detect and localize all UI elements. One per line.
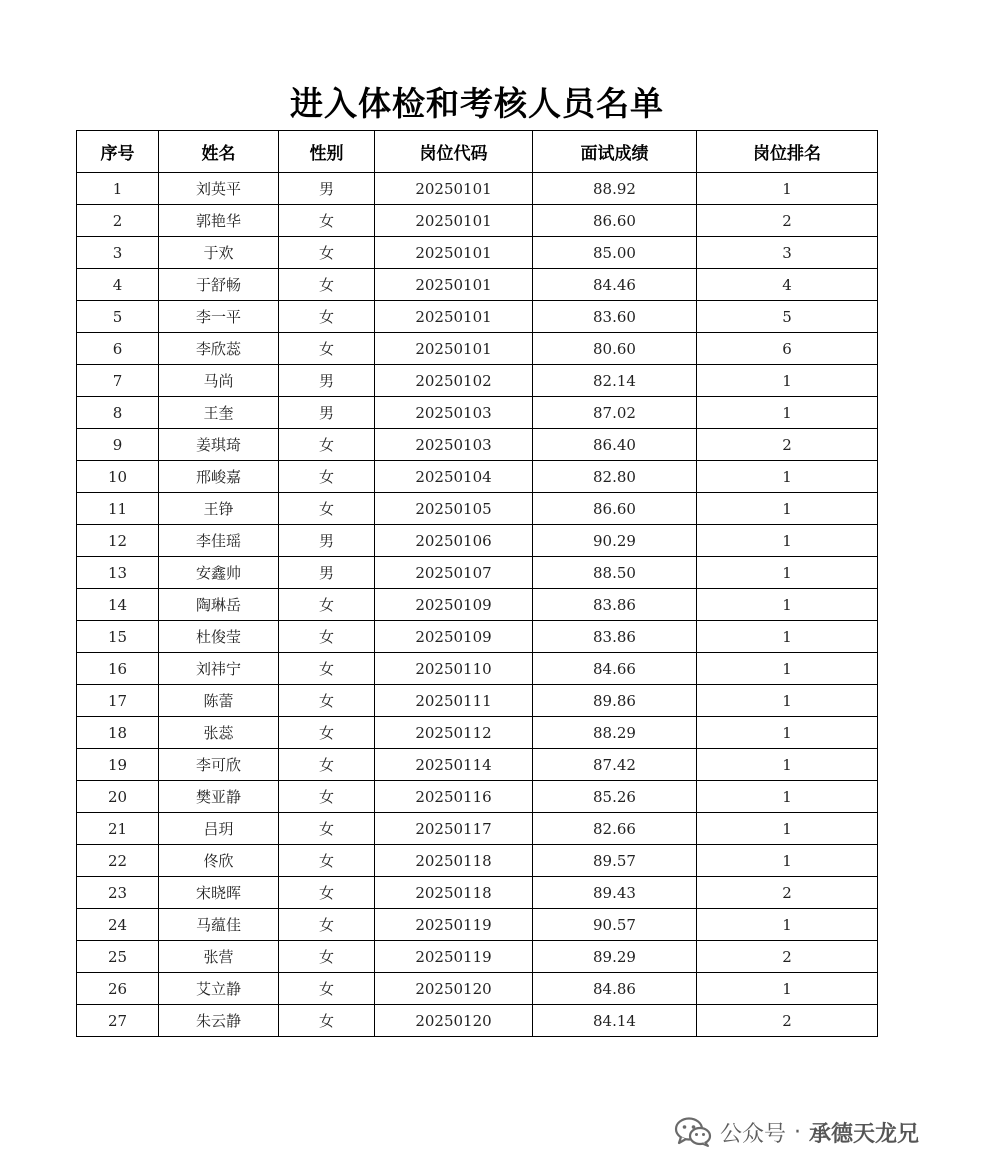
cell-name: 陶琳岳	[159, 589, 279, 621]
watermark-separator: ·	[794, 1119, 802, 1145]
cell-position-rank: 3	[697, 237, 878, 269]
cell-index: 23	[77, 877, 159, 909]
cell-position-rank: 6	[697, 333, 878, 365]
cell-name: 佟欣	[159, 845, 279, 877]
cell-gender: 女	[279, 621, 375, 653]
watermark-account-name: 承德天龙兄	[809, 1121, 920, 1147]
cell-name: 陈蕾	[159, 685, 279, 717]
cell-interview-score: 88.29	[533, 717, 697, 749]
cell-name: 宋晓晖	[159, 877, 279, 909]
cell-gender: 女	[279, 717, 375, 749]
table-row	[77, 589, 878, 621]
cell-interview-score: 84.46	[533, 269, 697, 301]
cell-interview-score: 84.86	[533, 973, 697, 1005]
cell-interview-score: 89.43	[533, 877, 697, 909]
cell-position-rank: 1	[697, 717, 878, 749]
cell-interview-score: 87.42	[533, 749, 697, 781]
cell-interview-score: 82.80	[533, 461, 697, 493]
cell-index: 3	[77, 237, 159, 269]
cell-position-code: 20250112	[375, 717, 533, 749]
cell-position-rank: 1	[697, 461, 878, 493]
table-row	[77, 813, 878, 845]
table-row	[77, 941, 878, 973]
cell-position-code: 20250103	[375, 429, 533, 461]
table-header-row	[77, 131, 878, 173]
cell-index: 8	[77, 397, 159, 429]
cell-position-code: 20250117	[375, 813, 533, 845]
cell-position-rank: 1	[697, 749, 878, 781]
cell-index: 18	[77, 717, 159, 749]
cell-position-code: 20250114	[375, 749, 533, 781]
cell-name: 李一平	[159, 301, 279, 333]
cell-position-rank: 2	[697, 205, 878, 237]
table-row	[77, 557, 878, 589]
cell-position-rank: 1	[697, 365, 878, 397]
cell-position-rank: 1	[697, 621, 878, 653]
cell-gender: 女	[279, 493, 375, 525]
cell-index: 14	[77, 589, 159, 621]
cell-index: 15	[77, 621, 159, 653]
header-name: 姓名	[159, 131, 279, 173]
watermark-prefix: 公众号	[720, 1121, 787, 1147]
cell-position-code: 20250111	[375, 685, 533, 717]
cell-interview-score: 89.57	[533, 845, 697, 877]
cell-name: 张蕊	[159, 717, 279, 749]
table-row	[77, 461, 878, 493]
cell-position-rank: 4	[697, 269, 878, 301]
table-row	[77, 301, 878, 333]
cell-gender: 男	[279, 397, 375, 429]
cell-interview-score: 89.86	[533, 685, 697, 717]
cell-name: 姜琪琦	[159, 429, 279, 461]
cell-index: 16	[77, 653, 159, 685]
cell-name: 张营	[159, 941, 279, 973]
cell-index: 20	[77, 781, 159, 813]
cell-index: 17	[77, 685, 159, 717]
cell-position-code: 20250118	[375, 877, 533, 909]
cell-name: 于舒畅	[159, 269, 279, 301]
cell-position-code: 20250107	[375, 557, 533, 589]
cell-position-rank: 1	[697, 493, 878, 525]
cell-name: 李欣蕊	[159, 333, 279, 365]
cell-name: 于欢	[159, 237, 279, 269]
roster-table	[76, 130, 878, 1037]
cell-position-rank: 1	[697, 173, 878, 205]
header-position-code: 岗位代码	[375, 131, 533, 173]
cell-interview-score: 83.60	[533, 301, 697, 333]
cell-index: 4	[77, 269, 159, 301]
cell-index: 6	[77, 333, 159, 365]
table-row	[77, 653, 878, 685]
cell-name: 郭艳华	[159, 205, 279, 237]
cell-position-rank: 2	[697, 429, 878, 461]
wechat-icon	[674, 1116, 712, 1148]
cell-index: 9	[77, 429, 159, 461]
cell-position-code: 20250109	[375, 621, 533, 653]
cell-index: 11	[77, 493, 159, 525]
cell-index: 26	[77, 973, 159, 1005]
cell-position-code: 20250106	[375, 525, 533, 557]
cell-interview-score: 90.57	[533, 909, 697, 941]
cell-position-rank: 1	[697, 813, 878, 845]
cell-position-code: 20250119	[375, 941, 533, 973]
cell-name: 李佳瑶	[159, 525, 279, 557]
table-row	[77, 973, 878, 1005]
cell-name: 马蕴佳	[159, 909, 279, 941]
cell-gender: 女	[279, 269, 375, 301]
cell-gender: 女	[279, 685, 375, 717]
cell-position-rank: 1	[697, 397, 878, 429]
cell-gender: 女	[279, 429, 375, 461]
cell-position-rank: 1	[697, 973, 878, 1005]
cell-gender: 男	[279, 557, 375, 589]
cell-position-code: 20250104	[375, 461, 533, 493]
cell-index: 12	[77, 525, 159, 557]
cell-position-code: 20250102	[375, 365, 533, 397]
cell-gender: 女	[279, 653, 375, 685]
cell-gender: 女	[279, 781, 375, 813]
table-row	[77, 493, 878, 525]
cell-gender: 女	[279, 1005, 375, 1037]
cell-interview-score: 84.66	[533, 653, 697, 685]
table-row	[77, 205, 878, 237]
cell-position-rank: 1	[697, 525, 878, 557]
cell-position-code: 20250120	[375, 973, 533, 1005]
cell-position-code: 20250101	[375, 301, 533, 333]
table-row	[77, 717, 878, 749]
cell-interview-score: 86.60	[533, 205, 697, 237]
cell-interview-score: 88.50	[533, 557, 697, 589]
cell-position-rank: 2	[697, 941, 878, 973]
cell-position-rank: 1	[697, 781, 878, 813]
cell-name: 王铮	[159, 493, 279, 525]
cell-gender: 女	[279, 813, 375, 845]
cell-position-code: 20250101	[375, 269, 533, 301]
cell-index: 5	[77, 301, 159, 333]
cell-gender: 男	[279, 173, 375, 205]
cell-interview-score: 82.14	[533, 365, 697, 397]
cell-index: 13	[77, 557, 159, 589]
table-body	[77, 173, 878, 1037]
cell-gender: 女	[279, 973, 375, 1005]
cell-name: 王奎	[159, 397, 279, 429]
cell-name: 刘英平	[159, 173, 279, 205]
table-row	[77, 749, 878, 781]
table-row	[77, 269, 878, 301]
cell-position-code: 20250101	[375, 237, 533, 269]
header-index: 序号	[77, 131, 159, 173]
cell-index: 27	[77, 1005, 159, 1037]
cell-interview-score: 86.60	[533, 493, 697, 525]
table-row	[77, 525, 878, 557]
cell-position-rank: 2	[697, 877, 878, 909]
cell-position-code: 20250118	[375, 845, 533, 877]
cell-name: 刘祎宁	[159, 653, 279, 685]
table-row	[77, 397, 878, 429]
cell-interview-score: 83.86	[533, 621, 697, 653]
cell-position-code: 20250101	[375, 333, 533, 365]
cell-position-code: 20250120	[375, 1005, 533, 1037]
table-row	[77, 877, 878, 909]
cell-gender: 女	[279, 749, 375, 781]
cell-gender: 女	[279, 205, 375, 237]
cell-name: 马尚	[159, 365, 279, 397]
header-interview-score: 面试成绩	[533, 131, 697, 173]
table-row	[77, 333, 878, 365]
cell-index: 19	[77, 749, 159, 781]
cell-index: 25	[77, 941, 159, 973]
cell-gender: 女	[279, 909, 375, 941]
cell-position-rank: 5	[697, 301, 878, 333]
cell-position-rank: 1	[697, 685, 878, 717]
cell-interview-score: 88.92	[533, 173, 697, 205]
cell-index: 7	[77, 365, 159, 397]
cell-position-code: 20250103	[375, 397, 533, 429]
cell-interview-score: 85.00	[533, 237, 697, 269]
cell-position-rank: 2	[697, 1005, 878, 1037]
cell-gender: 女	[279, 589, 375, 621]
cell-interview-score: 87.02	[533, 397, 697, 429]
cell-interview-score: 90.29	[533, 525, 697, 557]
cell-index: 10	[77, 461, 159, 493]
table-row	[77, 621, 878, 653]
cell-position-code: 20250105	[375, 493, 533, 525]
cell-gender: 女	[279, 301, 375, 333]
cell-position-code: 20250101	[375, 205, 533, 237]
cell-gender: 女	[279, 333, 375, 365]
cell-index: 22	[77, 845, 159, 877]
table-row	[77, 365, 878, 397]
header-position-rank: 岗位排名	[697, 131, 878, 173]
cell-position-code: 20250119	[375, 909, 533, 941]
watermark	[674, 1112, 919, 1152]
table-row	[77, 845, 878, 877]
cell-name: 吕玥	[159, 813, 279, 845]
table-row	[77, 173, 878, 205]
cell-name: 李可欣	[159, 749, 279, 781]
cell-gender: 女	[279, 461, 375, 493]
cell-name: 艾立静	[159, 973, 279, 1005]
table-row	[77, 781, 878, 813]
cell-name: 安鑫帅	[159, 557, 279, 589]
table-row	[77, 429, 878, 461]
table-row	[77, 1005, 878, 1037]
cell-position-code: 20250109	[375, 589, 533, 621]
cell-interview-score: 83.86	[533, 589, 697, 621]
cell-gender: 男	[279, 525, 375, 557]
cell-gender: 女	[279, 237, 375, 269]
cell-name: 朱云静	[159, 1005, 279, 1037]
cell-position-rank: 1	[697, 909, 878, 941]
cell-index: 24	[77, 909, 159, 941]
cell-name: 邢峻嘉	[159, 461, 279, 493]
cell-gender: 女	[279, 845, 375, 877]
cell-interview-score: 84.14	[533, 1005, 697, 1037]
cell-name: 杜俊莹	[159, 621, 279, 653]
table-row	[77, 237, 878, 269]
cell-position-rank: 1	[697, 653, 878, 685]
table-row	[77, 909, 878, 941]
page-title: 进入体检和考核人员名单	[290, 84, 664, 123]
cell-position-code: 20250116	[375, 781, 533, 813]
header-gender: 性别	[279, 131, 375, 173]
cell-interview-score: 86.40	[533, 429, 697, 461]
cell-gender: 男	[279, 365, 375, 397]
table-row	[77, 685, 878, 717]
cell-interview-score: 80.60	[533, 333, 697, 365]
cell-index: 21	[77, 813, 159, 845]
cell-position-code: 20250101	[375, 173, 533, 205]
cell-index: 2	[77, 205, 159, 237]
cell-gender: 女	[279, 941, 375, 973]
cell-index: 1	[77, 173, 159, 205]
cell-position-rank: 1	[697, 845, 878, 877]
cell-position-rank: 1	[697, 589, 878, 621]
cell-position-rank: 1	[697, 557, 878, 589]
cell-interview-score: 82.66	[533, 813, 697, 845]
cell-name: 樊亚静	[159, 781, 279, 813]
cell-position-code: 20250110	[375, 653, 533, 685]
cell-interview-score: 85.26	[533, 781, 697, 813]
cell-gender: 女	[279, 877, 375, 909]
cell-interview-score: 89.29	[533, 941, 697, 973]
